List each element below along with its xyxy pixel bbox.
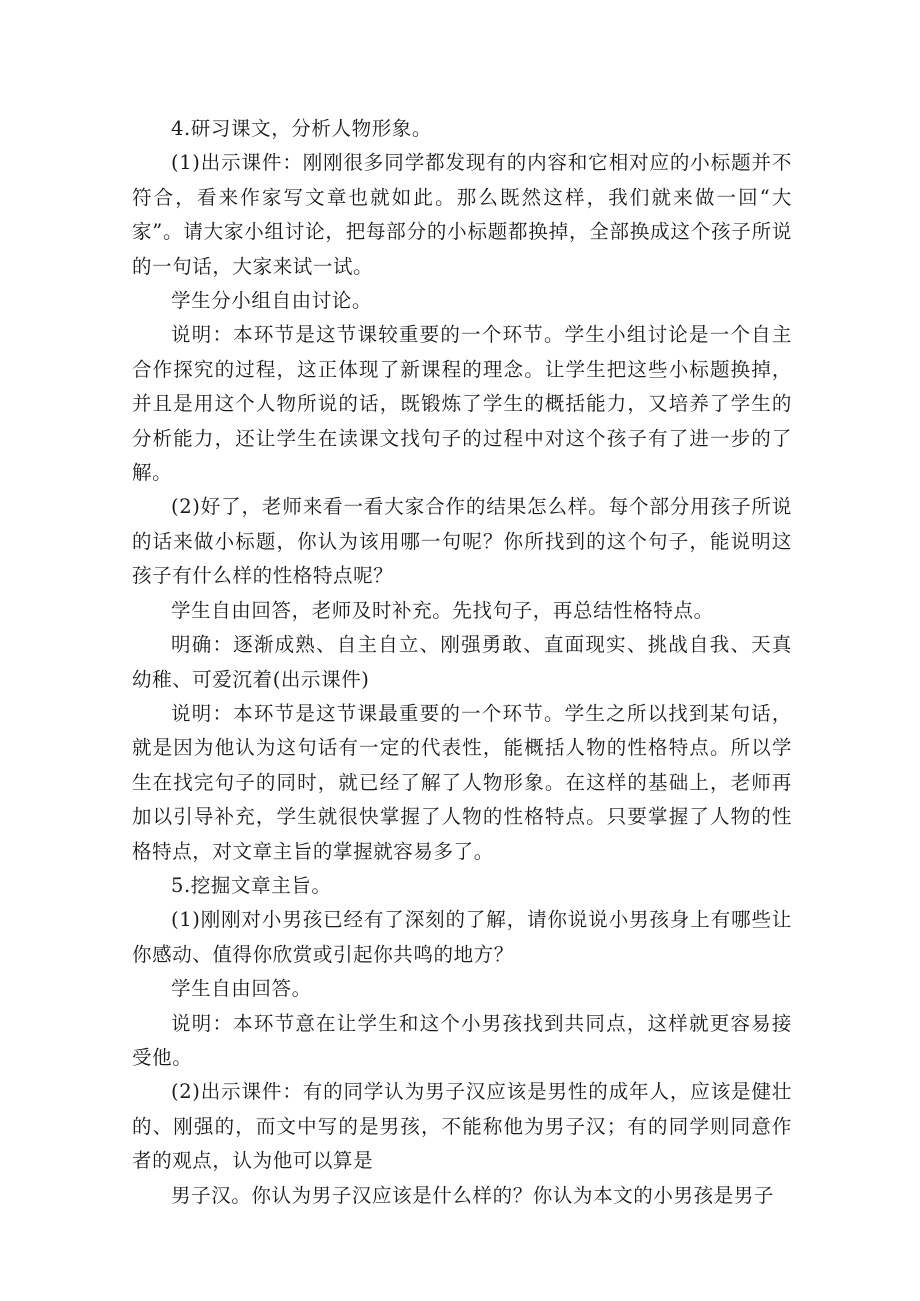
paragraph-student-activity: 学生分小组自由讨论。 xyxy=(171,289,373,313)
paragraph-continuation: 男子汉。你认为男子汉应该是什么样的？你认为本文的小男孩是男子 xyxy=(171,1183,775,1207)
paragraph-clarification: 明确：逐渐成熟、自主自立、刚强勇敢、直面现实、挑战自我、天真幼稚、可爱沉着(出示课件) xyxy=(132,633,792,691)
paragraph-student-answer: 学生自由回答，老师及时补充。先找句子，再总结性格特点。 xyxy=(171,598,714,622)
paragraph-task-1: (1)出示课件：刚刚很多同学都发现有的内容和它相对应的小标题并不符合，看来作家写文章也就如此。那么既然这样，我们就来做一回“大家”。请大家小组讨论，把每部分的小标题都换掉，全部换成这个孩子所说的一句话，大家来试一试。 xyxy=(132,151,792,278)
section-heading-5: 5.挖掘文章主旨。 xyxy=(171,873,332,897)
document-body xyxy=(132,112,792,1213)
paragraph-task-4: (2)出示课件：有的同学认为男子汉应该是男性的成年人，应该是健壮的、刚强的，而文中写的是男孩，不能称他为男子汉；有的同学则同意作者的观点，认为他可以算是 xyxy=(132,1080,792,1173)
paragraph-task-2: (2)好了，老师来看一看大家合作的结果怎么样。每个部分用孩子所说的话来做小标题，你认为该用哪一句呢？你所找到的这个句子，能说明这孩子有什么样的性格特点呢？ xyxy=(132,495,792,588)
paragraph-note-2: 说明：本环节是这节课最重要的一个环节。学生之所以找到某句话，就是因为他认为这句话有一定的代表性，能概括人物的性格特点。所以学生在找完句子的同时，就已经了解了人物形象。在这样的基础上，老师再加以引导补充，学生就很快掌握了人物的性格特点。只要掌握了人物的性格特点，对文章主旨的掌握就容易多了。 xyxy=(132,701,792,863)
paragraph-note-3: 说明：本环节意在让学生和这个小男孩找到共同点，这样就更容易接受他。 xyxy=(132,1011,792,1069)
paragraph-student-answer-2: 学生自由回答。 xyxy=(171,977,312,1001)
paragraph-note-1: 说明：本环节是这节课较重要的一个环节。学生小组讨论是一个自主合作探究的过程，这正体现了新课程的理念。让学生把这些小标题换掉，并且是用这个人物所说的话，既锻炼了学生的概括能力，又培养了学生的分析能力，还让学生在读课文找句子的过程中对这个孩子有了进一步的了解。 xyxy=(132,323,792,485)
paragraph-task-3: (1)刚刚对小男孩已经有了深刻的了解，请你说说小男孩身上有哪些让你感动、值得你欣赏或引起你共鸣的地方？ xyxy=(132,908,792,966)
section-heading-4: 4.研习课文，分析人物形象。 xyxy=(171,117,433,140)
